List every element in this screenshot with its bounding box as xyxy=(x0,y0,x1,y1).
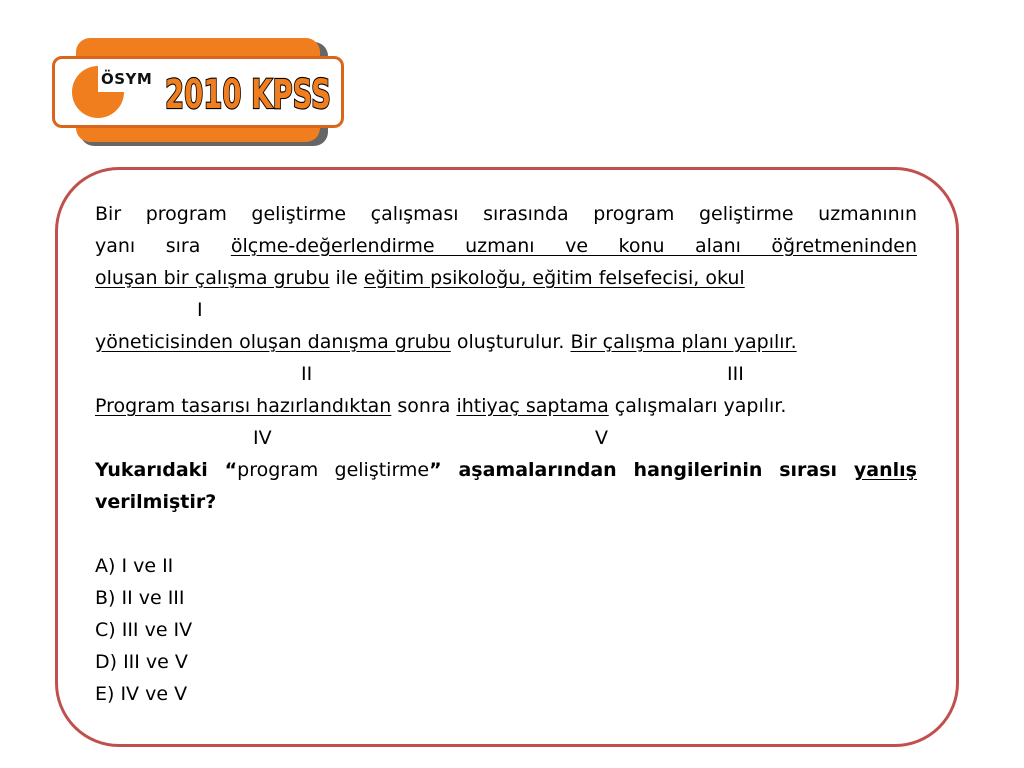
question-prompt: Yukarıdaki “program geliştirme” aşamalarından hangilerinin sırası yanlış xyxy=(95,459,917,481)
answer-options xyxy=(95,550,917,710)
answer-option-d[interactable]: D) III ve V xyxy=(95,651,188,673)
marker-row-3 xyxy=(95,422,917,454)
question-line-5: Program tasarısı hazırlandıktan sonra ihtiyaç saptama çalışmaları yapılır. xyxy=(95,395,787,417)
question-line-2: yanı sıra ölçme-değerlendirme uzmanı ve konu alanı öğretmeninden xyxy=(95,235,917,257)
kpss-title-text: 2010 KPSS xyxy=(165,72,331,118)
answer-option-e[interactable]: E) IV ve V xyxy=(95,683,188,705)
marker-row-2 xyxy=(95,358,917,390)
answer-option-c[interactable]: C) III ve IV xyxy=(95,619,193,641)
question-line-3: oluşan bir çalışma grubu ile eğitim psikoloğu, eğitim felsefecisi, okul xyxy=(95,267,745,289)
osym-label: ÖSYM xyxy=(101,70,153,88)
marker-IV: IV xyxy=(253,427,272,449)
question-prompt-end: verilmiştir? xyxy=(95,491,217,513)
question-line-4: yöneticisinden oluşan danışma grubu oluşturulur. Bir çalışma planı yapılır. xyxy=(95,331,797,353)
marker-row-1 xyxy=(95,294,917,326)
question-content xyxy=(95,198,917,710)
answer-option-a[interactable]: A) I ve II xyxy=(95,555,174,577)
question-line-1: Bir program geliştirme çalışması sırasında program geliştirme uzmanının xyxy=(95,203,917,225)
marker-V: V xyxy=(595,427,608,449)
marker-II: II xyxy=(301,363,313,385)
marker-I: I xyxy=(197,299,203,321)
marker-III: III xyxy=(727,363,744,385)
kpss-title xyxy=(160,66,336,116)
answer-option-b[interactable]: B) II ve III xyxy=(95,587,185,609)
